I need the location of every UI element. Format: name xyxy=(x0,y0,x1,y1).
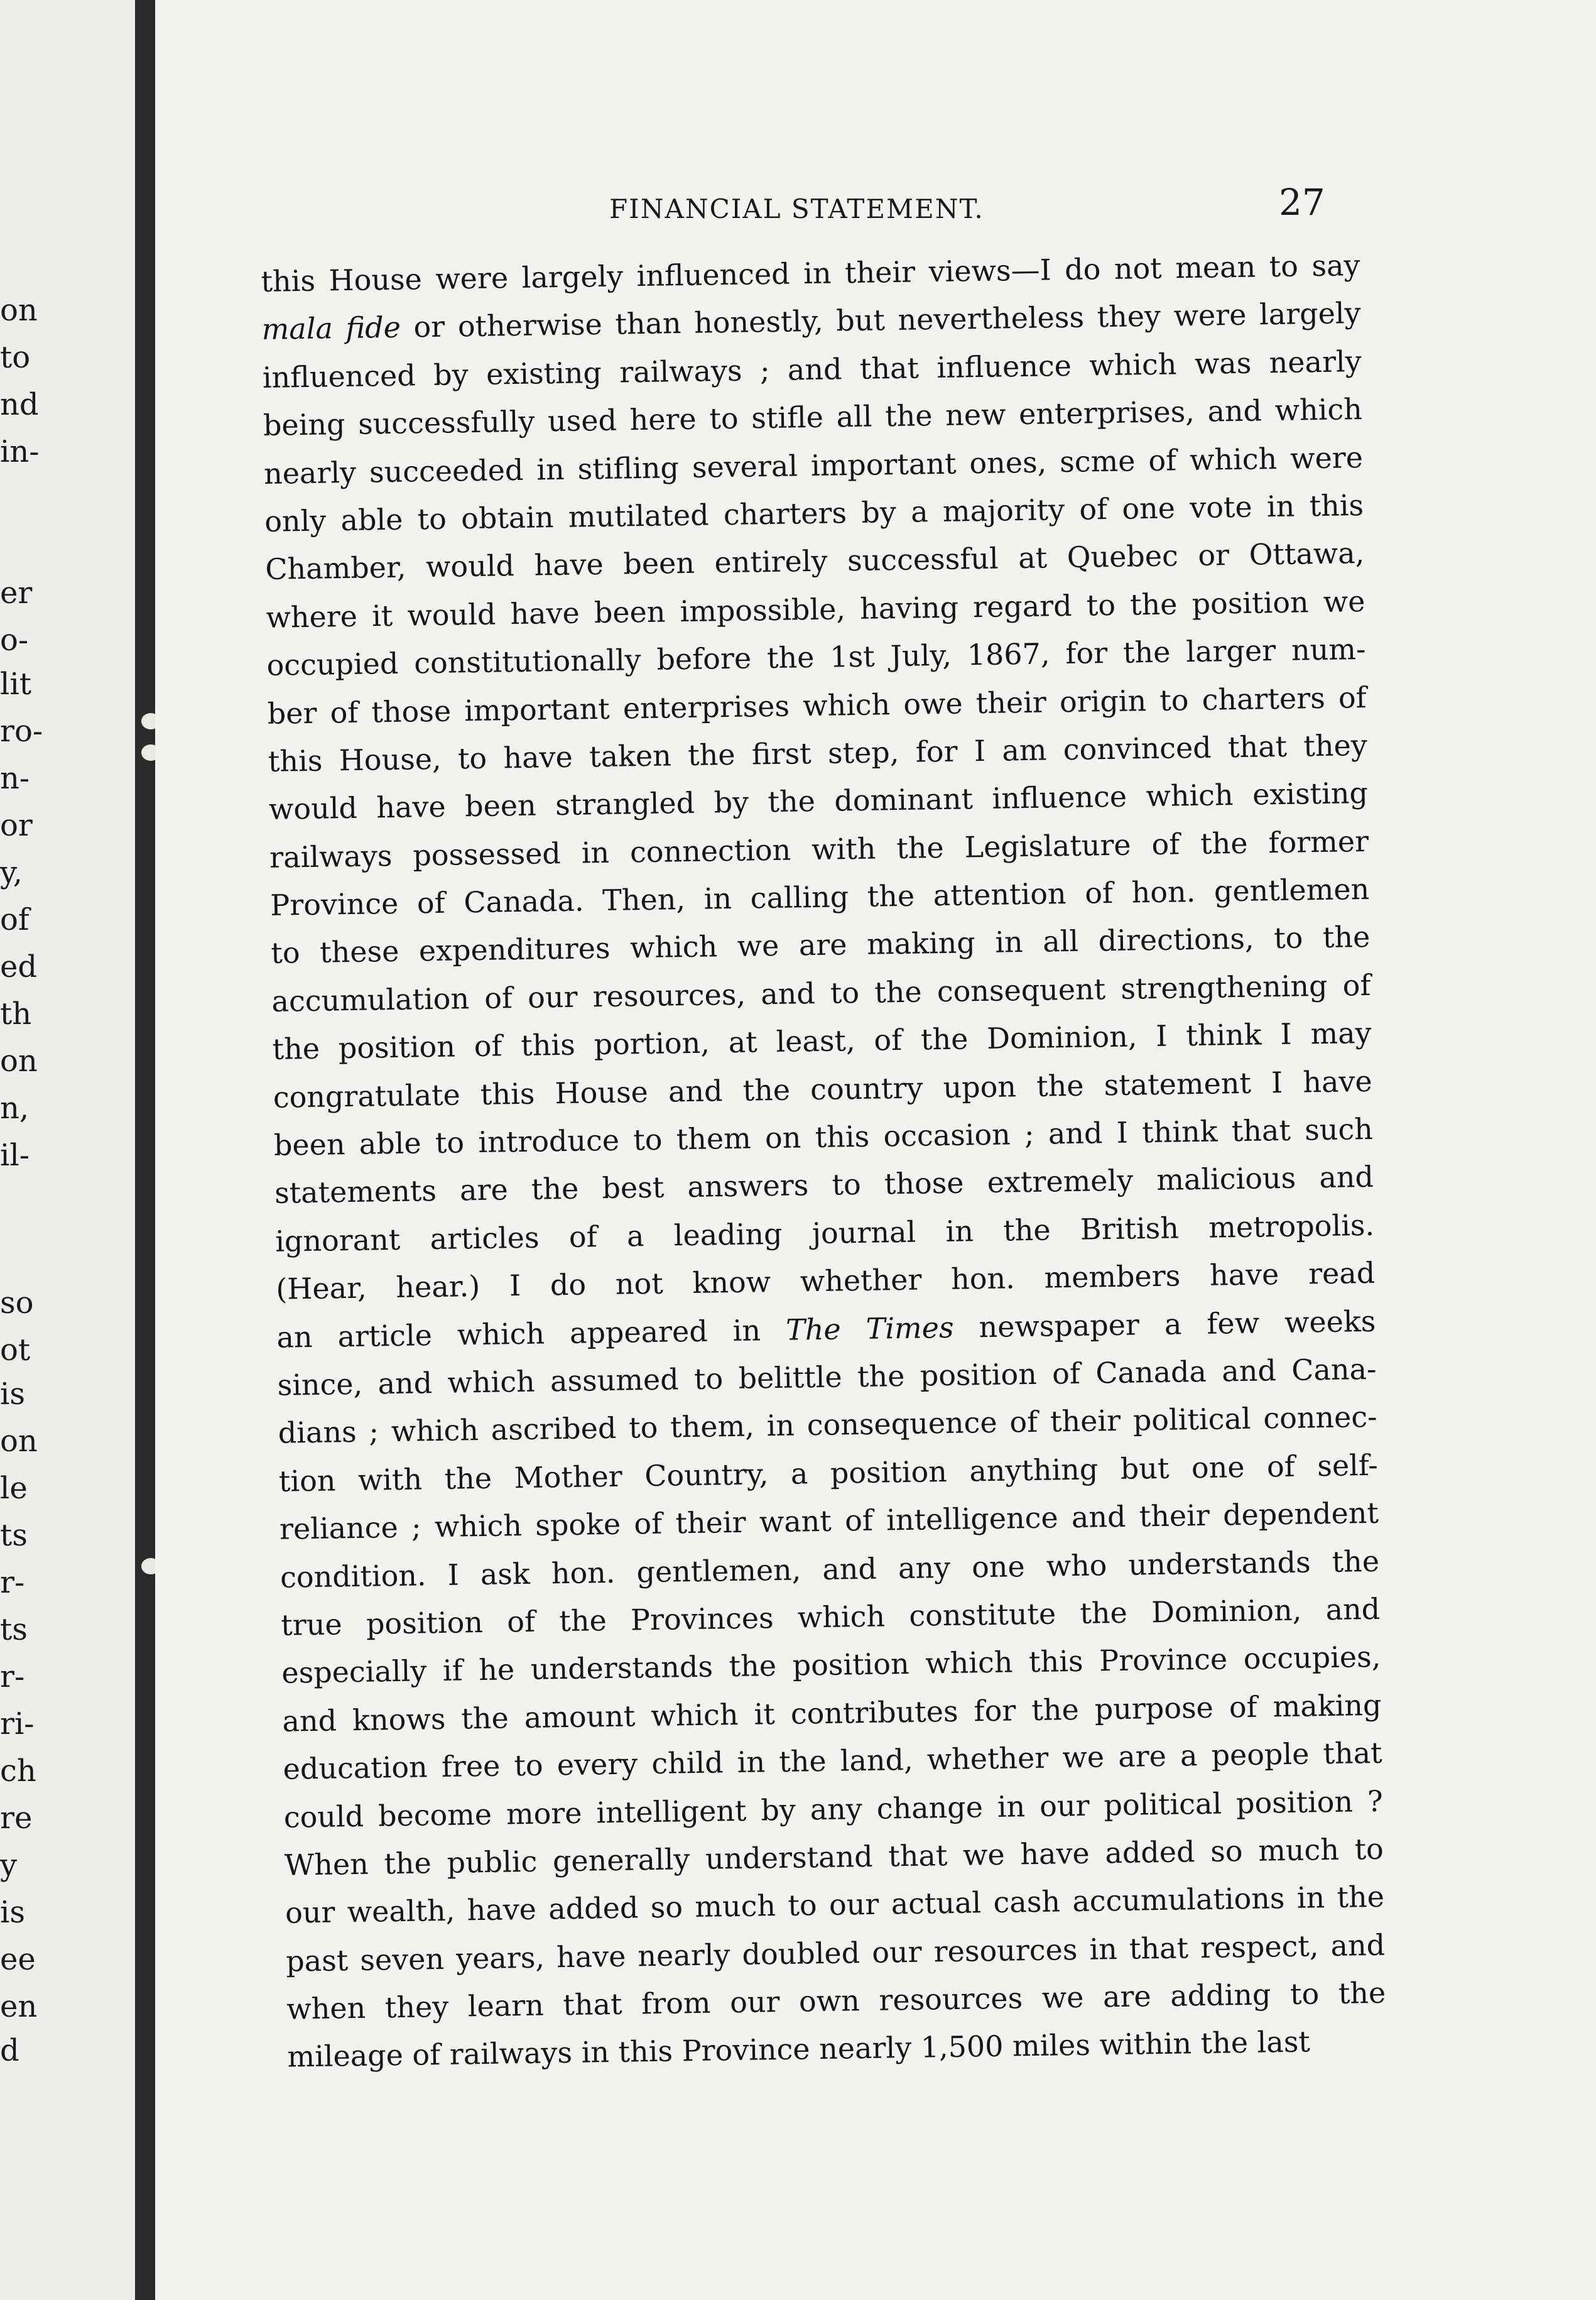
line-text: only able to obtain mutilated charters by a majority of one vote in this xyxy=(264,488,1364,538)
line-text: newspaper a few weeks xyxy=(953,1304,1376,1344)
left-page-fragment: ts xyxy=(0,1612,28,1647)
left-page-fragment: on xyxy=(0,1044,38,1079)
line-text: mileage of railways in this Province nearly 1,500 miles within the last xyxy=(287,2024,1311,2074)
line-text: this House, to have taken the first step, for I am convinced that they xyxy=(268,728,1368,778)
line-text: tion with the Mother Country, a position anything but one of self- xyxy=(278,1447,1379,1498)
line-text: since, and which assumed to belittle the position of Canada and Cana- xyxy=(277,1351,1377,1402)
left-page-fragment: ch xyxy=(0,1753,36,1789)
left-page-fragment: is xyxy=(0,1376,25,1412)
line-text: congratulate this House and the country upon the statement I have xyxy=(273,1064,1373,1115)
body-text xyxy=(261,241,1387,2079)
line-text: ber of those important enterprises which owe their origin to charters of xyxy=(267,680,1367,731)
left-page-fragment: ri- xyxy=(0,1706,35,1741)
left-facing-page xyxy=(0,0,135,2300)
left-page-fragment: or xyxy=(0,808,33,843)
line-text: been able to introduce to them on this occasion ; and I think that such xyxy=(273,1111,1374,1162)
page-number: 27 xyxy=(1279,181,1325,224)
line-text: to these expenditures which we are making in all directions, to the xyxy=(271,920,1371,971)
left-page-fragment: il- xyxy=(0,1138,30,1173)
left-page-fragment: ee xyxy=(0,1942,36,1977)
left-page-fragment: r- xyxy=(0,1565,25,1600)
left-page-fragment: o- xyxy=(0,623,29,658)
left-page-fragment: ot xyxy=(0,1333,31,1368)
line-text: reliance ; which spoke of their want of intelligence and their dependent xyxy=(279,1495,1379,1546)
left-page-fragment: r- xyxy=(0,1659,25,1694)
left-page-fragment: lit xyxy=(0,667,31,702)
line-text: would have been strangled by the dominant influence which existing xyxy=(268,776,1369,827)
line-text: education free to every child in the land, whether we are a people that xyxy=(283,1735,1382,1786)
left-page-fragment: on xyxy=(0,1424,38,1459)
left-page-fragment: y, xyxy=(0,855,23,890)
line-text: an article which appeared in xyxy=(276,1312,786,1354)
left-page-fragment: ro- xyxy=(0,714,43,749)
line-text: Province of Canada. Then, in calling the attention of hon. gentlemen xyxy=(269,872,1370,922)
line-text: this House were largely influenced in their views—I do not mean to say xyxy=(261,248,1360,298)
line-text: or otherwise than honestly, but nevertheless they were largely xyxy=(400,296,1361,345)
line-text: condition. I ask hon. gentlemen, and any one who understands the xyxy=(280,1544,1380,1594)
line-text: especially if he understands the position which this Province occupies, xyxy=(281,1640,1381,1691)
italic-text: mala fide xyxy=(261,310,401,347)
left-page-fragment: y xyxy=(0,1848,18,1883)
left-page-fragment: n- xyxy=(0,761,30,796)
line-text: our wealth, have added so much to our actual cash accumulations in the xyxy=(285,1880,1385,1930)
line-text: ignorant articles of a leading journal in the British metropolis. xyxy=(274,1207,1375,1258)
line-text: statements are the best answers to those extremely malicious and xyxy=(274,1160,1374,1211)
left-page-fragment: nd xyxy=(0,387,39,422)
book-gutter xyxy=(135,0,155,2300)
left-page-fragment: of xyxy=(0,902,30,937)
left-page-fragment: le xyxy=(0,1471,28,1506)
line-text: When the public generally understand that we have added so much to xyxy=(284,1831,1384,1882)
left-page-fragment: d xyxy=(0,2033,19,2068)
left-page-fragment: re xyxy=(0,1801,33,1836)
line-text: and knows the amount which it contributes for the purpose of making xyxy=(282,1687,1382,1738)
line-text: accumulation of our resources, and to the consequent strengthening of xyxy=(271,967,1371,1018)
line-text: the position of this portion, at least, of the Dominion, I think I may xyxy=(272,1016,1372,1067)
left-page-fragment: is xyxy=(0,1895,25,1930)
line-text: nearly succeeded in stifling several important ones, scme of which were xyxy=(263,440,1364,491)
line-text: influenced by existing railways ; and that influence which was nearly xyxy=(262,344,1362,395)
line-text: dians ; which ascribed to them, in consequence of their political connec- xyxy=(278,1400,1377,1451)
running-header: FINANCIAL STATEMENT. xyxy=(609,193,984,224)
line-text: when they learn that from our own resources we are adding to the xyxy=(286,1975,1386,2026)
line-text: past seven years, have nearly doubled our resources in that respect, and xyxy=(285,1927,1386,1978)
left-page-fragment: so xyxy=(0,1285,34,1321)
left-page-fragment: ed xyxy=(0,949,38,984)
left-page-fragment: in- xyxy=(0,434,40,469)
line-text: true position of the Provinces which constitute the Dominion, and xyxy=(280,1591,1381,1642)
left-page-fragment: ts xyxy=(0,1518,28,1553)
line-text: Chamber, would have been entirely successful at Quebec or Ottawa, xyxy=(264,536,1365,587)
line-text: (Hear, hear.) I do not know whether hon. members have read xyxy=(275,1256,1376,1307)
left-page-fragment: to xyxy=(0,340,31,375)
line-text: could become more intelligent by any change in our political position ? xyxy=(283,1784,1384,1834)
line-text: railways possessed in connection with the Legislature of the former xyxy=(269,824,1369,875)
left-page-fragment: on xyxy=(0,293,38,328)
line-text: occupied constitutionally before the 1st July, 1867, for the larger num- xyxy=(266,632,1366,683)
left-page-fragment: n, xyxy=(0,1091,30,1126)
left-page-text-fragments xyxy=(0,0,135,2300)
left-page-fragment: th xyxy=(0,996,32,1032)
left-page-fragment: er xyxy=(0,575,33,611)
line-text: where it would have been impossible, having regard to the position we xyxy=(266,584,1365,635)
italic-text: The Times xyxy=(785,1310,954,1347)
left-page-fragment: en xyxy=(0,1989,38,2024)
line-text: being successfully used here to stifle all the new enterprises, and which xyxy=(263,392,1363,443)
